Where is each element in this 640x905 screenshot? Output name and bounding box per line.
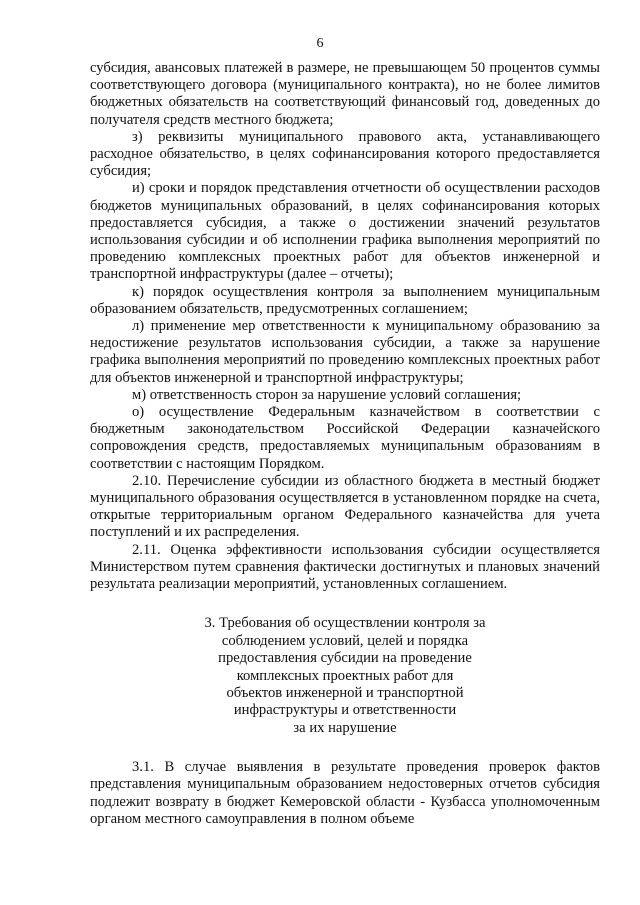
paragraph-k: к) порядок осуществления контроля за выполнением муниципальным образованием обязательств, предусмотренных соглашением; — [90, 283, 600, 317]
section-heading-line: инфраструктуры и ответственности — [233, 702, 457, 719]
section-heading-line: предоставления субсидии на проведение — [218, 650, 472, 667]
paragraph-i: и) сроки и порядок представления отчетности об осуществлении расходов бюджетов муниципальных образований, в целях софинансирования которых предоставляется субсидия, а также о достижении значений результатов использования субсидии и об исполнении графика выполнения мероприятий по проведению комплексных проектных работ для объектов инженерной и транспортной инфраструктуры (далее – отчеты); — [90, 180, 600, 283]
paragraph-2-10: 2.10. Перечисление субсидии из областного бюджета в местный бюджет муниципального образования осуществляется в установленном порядке на счета, открытые территориальным органом Федерального казначейства для учета поступлений и их распределения. — [90, 472, 600, 541]
section-heading-line: за их нарушение — [293, 719, 397, 736]
paragraph-l: л) применение мер ответственности к муниципальному образованию за недостижение результатов использования субсидии, а также за нарушение графика выполнения мероприятий по проведению комплексных проектных работ для объектов инженерной и транспортной инфраструктуры; — [90, 318, 600, 386]
section-heading — [90, 615, 600, 737]
section-heading-line: объектов инженерной и транспортной — [226, 684, 464, 701]
paragraph-z: з) реквизиты муниципального правового акта, устанавливающего расходное обязательство, в целях софинансирования которого предоставляется субсидия; — [90, 128, 600, 180]
section-heading-line: комплексных проектных работ для — [236, 667, 454, 684]
paragraph-m: м) ответственность сторон за нарушение условий соглашения; — [132, 386, 522, 403]
section-heading-line: 3. Требования об осуществлении контроля за — [204, 615, 486, 632]
paragraph-3-1: 3.1. В случае выявления в результате проведения проверок фактов представления муниципальным образованием недостоверных отчетов субсидия подлежит возврату в бюджет Кемеровской области - Кузбасса уполномоченным органом местного самоуправления в полном объеме — [90, 759, 600, 827]
section-heading-line: соблюдением условий, целей и порядка — [221, 632, 469, 649]
document-body — [90, 60, 600, 828]
paragraph-2-11: 2.11. Оценка эффективности использования субсидии осуществляется Министерством путем сравнения фактически достигнутых и плановых значений результата реализации мероприятий, установленных соглашением. — [90, 541, 600, 593]
page-number: 6 — [316, 36, 324, 51]
paragraph-o: о) осуществление Федеральным казначейством в соответствии с бюджетным законодательством Российской Федерации казначейского сопровождения средств, предоставляемых муниципальным образованиям в соответствии с настоящим Порядком. — [90, 404, 600, 472]
paragraph: субсидия, авансовых платежей в размере, не превышающем 50 процентов суммы соответствующего договора (муниципального контракта), но не более лимитов бюджетных обязательств на соответствующий финансовый год, доведенных до получателя средств местного бюджета; — [90, 60, 600, 128]
